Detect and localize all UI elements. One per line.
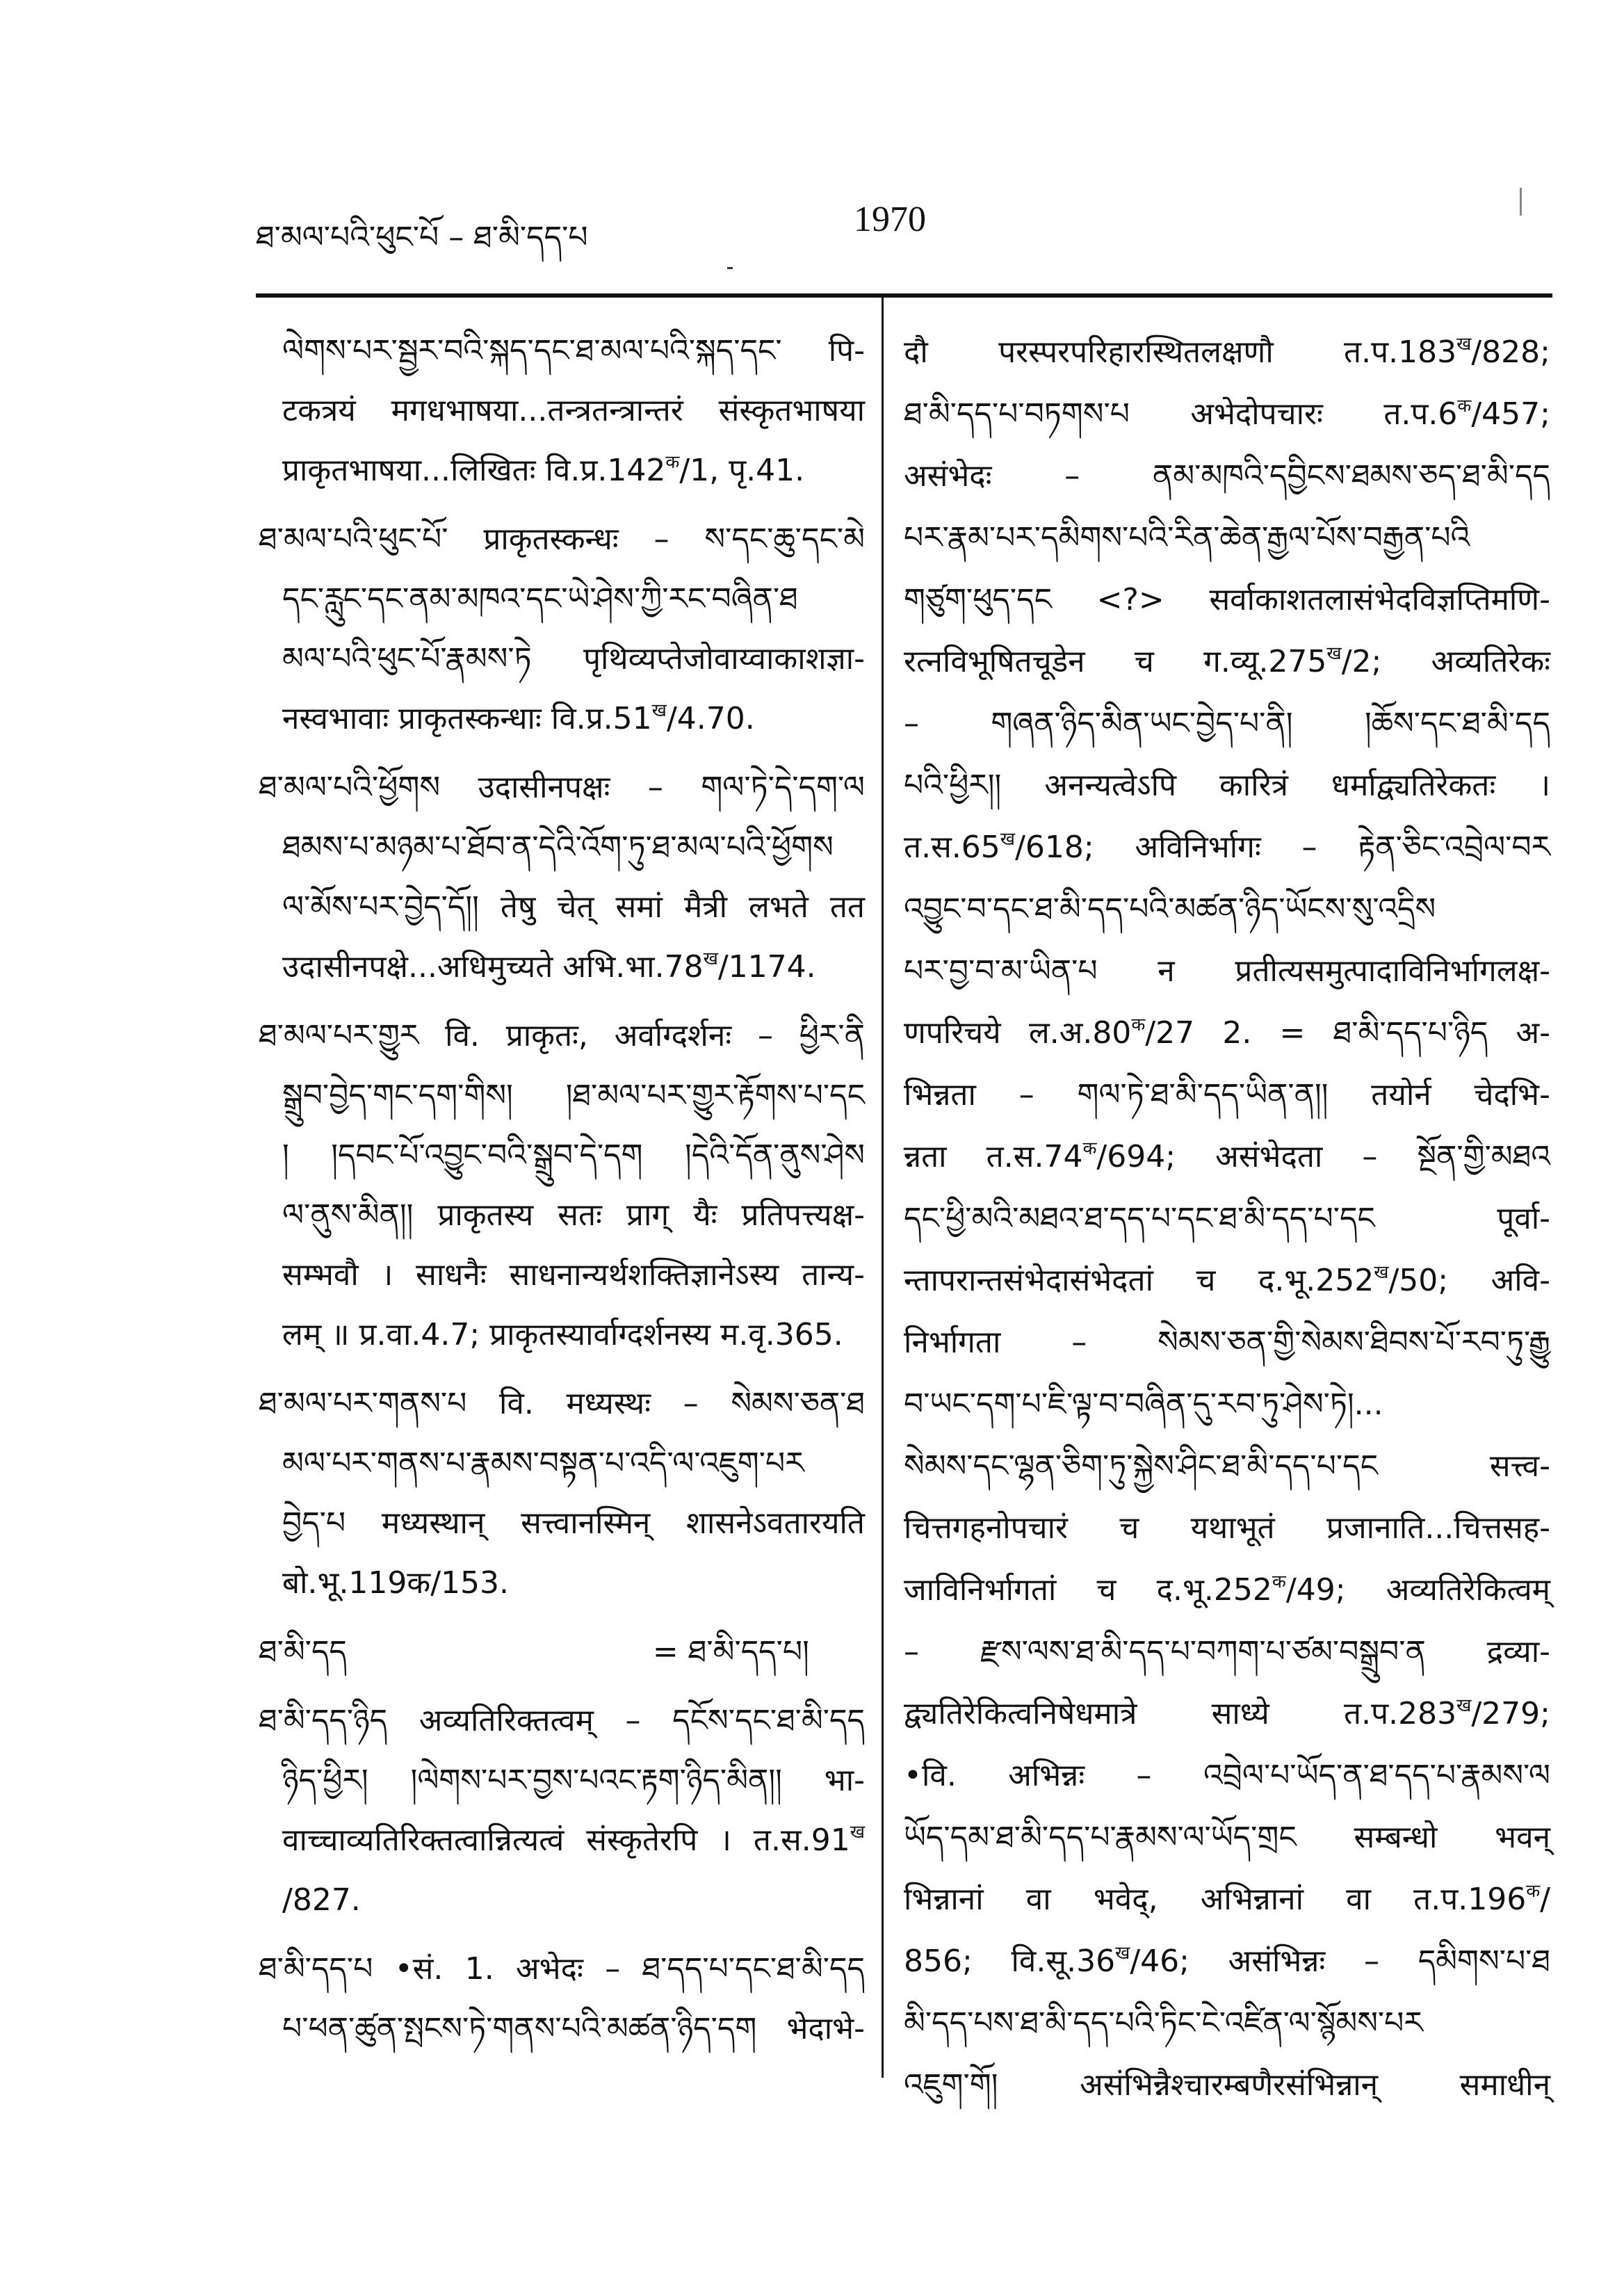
entry-headword-line: ཐ་མལ་པར་གནས་པ वि. मध्यस्थः – སེམས་ཅན་ཐ [259, 1386, 865, 1421]
entry-text-line: སེམས་དང་ལྷན་ཅིག་ཏུ་སྐྱེས་ཤིང་ཐ་མི་དད་པ་དང सत्त्व- [904, 1448, 1550, 1484]
entry-text-line: णपरिचये $ल.अ.80^क/27$ 2. = ཐ་མི་དད་པ་ཉིད अ- [904, 1015, 1550, 1051]
folio-side-superscript: ख [1374, 1262, 1389, 1283]
entry-text-line: པར་བྱ་བ་མ་ཡིན་པ न प्रतीत्यसमुत्पादाविनिर्भागलक्ष- [904, 953, 1550, 989]
cross-reference: = ཐ་མི་དད་པ། [652, 1634, 809, 1670]
entry-text-line: नस्वभावाः प्राकृतस्कन्धाः $वि.प्र.51^ख/4.70$. [282, 700, 755, 736]
entry-text-line: ལེགས་པར་སྦྱར་བའི་སྐད་དང་ཐ་མལ་པའི་སྐད་དང་ पि- [282, 333, 865, 369]
header-rule [256, 293, 1552, 298]
entry-text-line: वाच्चाव्यतिरिक्तत्वान्नित्यत्वं संस्कृतेरपि । $त.स.91^ख$ [282, 1822, 865, 1858]
entry-text-line: सम्भवौ । साधनैः साधनान्यर्थशक्तिज्ञानेऽस्य तान्य- [282, 1257, 865, 1293]
folio-side-superscript: ख [850, 1822, 865, 1843]
scan-speck [727, 267, 733, 269]
folio-side-superscript: ख [1456, 334, 1472, 355]
entry-text-line: दौ परस्परपरिहारस्थितलक्षणौ $त.प.183^ख/828$; [904, 334, 1550, 370]
entry-text-line: जाविनिर्भागतां च $द.भू.252^क/49$; अव्यतिरेकित्वम् [904, 1571, 1550, 1608]
entry-text-line: रत्नविभूषितचूडेन च $ग.व्यू.275^ख/2$; अव्यतिरेकः [904, 643, 1551, 679]
entry-text-line: ཐ་མི་དད་པ་བཏགས་པ अभेदोपचारः $त.प.6^क/457$; [904, 396, 1550, 432]
entry-text-line: निर्भागता – སེམས་ཅན་གྱི་སེམས་ཐིབས་པོ་རབ་ཏུ་རྒྱུ [904, 1325, 1550, 1360]
folio-side-superscript: ख [1000, 829, 1016, 850]
entry-text-line: མི་དད་པས་ཐ་མི་དད་པའི་ཏིང་ངེ་འཛིན་ལ་སྙོམས་པར [904, 2005, 1423, 2041]
folio-side-superscript: क [1457, 396, 1472, 417]
entry-text-line: པར་རྣམ་པར་དམིགས་པའི་རིན་ཆེན་རྒྱལ་པོས་བརྒྱན་པའི [904, 520, 1470, 556]
entry-text-line: དང་རླུང་དང་ནམ་མཁའ་དང་ཡེ་ཤེས་ཀྱི་རང་བཞིན་ཐ [282, 581, 798, 617]
left-column [259, 321, 865, 2059]
entry-text-line: लम् ॥ प्र.वा.4.7; प्राकृतस्यार्वाग्दर्शनस्य म.वृ.365. [282, 1317, 843, 1352]
entry-text-line: འབྱུང་བ་དང་ཐ་མི་དད་པའི་མཚན་ཉིད་ཡོངས་སུ་འདྲིས [904, 891, 1436, 927]
entry-text-line: – གཞན་ཉིད་མིན་ཡང་བྱེད་པ་ནི། །ཆོས་དང་ཐ་མི་དད [904, 706, 1550, 741]
entry-text-line: भिन्नानां वा भवेद्, अभिन्नानां वा $त.प.196^क/$ [904, 1881, 1550, 1917]
folio-side-superscript: क [1526, 1881, 1541, 1902]
right-column [904, 321, 1550, 2116]
entry-headword-line: ཐ་མི་དད་པ •सं. 1. अभेदः – ཐ་དད་པ་དང་ཐ་མི་དད [259, 1951, 865, 1987]
entry-text-line: གཙུག་ཕུད་དང <?> सर्वाकाशतलासंभेदविज्ञप्तिमणि- [904, 582, 1550, 617]
entry-text-line: སྒྲུབ་བྱེད་གང་དག་གིས། །ཐ་མལ་པར་གྱུར་རྟོགས་པ་དང [282, 1078, 865, 1113]
entry-text-line: ཡོད་དམ་ཐ་མི་དད་པ་རྣམས་ལ་ཡོད་གྲང सम्बन्धो भवन् [904, 1820, 1550, 1855]
page-number: 1970 [854, 200, 926, 239]
entry-text-line: དང་ཕྱི་མའི་མཐའ་ཐ་དད་པ་དང་ཐ་མི་དད་པ་དང पूर्वा- [904, 1201, 1550, 1236]
entry-text-line: •वि. अभिन्नः – འབྲེལ་པ་ཡོད་ན་ཐ་དད་པ་རྣམས་ལ [904, 1758, 1550, 1793]
folio-side-superscript: क [1082, 1138, 1097, 1159]
entry-text-line: – རྫས་ལས་ཐ་མི་དད་པ་བཀག་པ་ཙམ་བསྒྲུབ་ན द्रव्या- [904, 1634, 1550, 1670]
entry-text-line: चित्तगहनोपचारं च यथाभूतं प्रजानाति...चित्तसह- [904, 1510, 1550, 1546]
entry-text-line: ལ་ནུས་མིན།། प्राकृतस्य सतः प्राग् यैः प्रतिपत्त्यक्ष- [282, 1197, 865, 1233]
entry-headword-line: ཐ་མལ་པའི་ཕྱོགས उदासीनपक्षः – གལ་ཏེ་དེ་དག་ལ [259, 770, 865, 805]
folio-side-superscript: ख [651, 700, 667, 721]
entry-headword-line: ཐ་མི་དད = ཐ་མི་དད་པ། [259, 1634, 809, 1670]
folio-side-superscript: क [665, 452, 680, 473]
entry-text-line: न्तापरान्तसंभेदासंभेदतां च $द.भू.252^ख/50$; अवि- [904, 1262, 1550, 1298]
entry-text-line: ཉིད་ཕྱིར། །ལེགས་པར་བྱས་པའང་རྟག་ཉིད་མིན།། भा- [282, 1763, 865, 1798]
entry-text-line: མལ་པར་གནས་པ་རྣམས་བསྟན་པ་འདི་ལ་འཇུག་པར [282, 1446, 804, 1481]
folio-side-superscript: ख [703, 948, 718, 969]
entry-text-line: भिन्नता – གལ་ཏེ་ཐ་མི་དད་ཡིན་ན།། तयोर्न चेदभि- [904, 1077, 1550, 1113]
entry-headword-line: ཐ་མལ་པའི་ཕུང་པོ་ प्राकृतस्कन्धः – ས་དང་ཆུ་དང་མེ [259, 522, 865, 557]
entry-text-line: ལ་མོས་པར་བྱེད་དོ།། तेषु चेत् समां मैत्री लभते तत [282, 889, 865, 925]
entry-text-line: द्व्यतिरेकित्वनिषेधमात्रे साध्ये $त.प.283^ख/279$; [904, 1695, 1550, 1731]
entry-text-line: उदासीनपक्षे...अधिमुच्यते $अभि.भा.78^ख/1174$. [282, 948, 816, 985]
entry-text-line: /827. [282, 1882, 361, 1918]
entry-text-line: 856; $वि.सू.36^ख/46$; असंभिन्नः – དམིགས་པ་ཐ [904, 1943, 1550, 1979]
scan-speck [1520, 188, 1522, 216]
entry-text-line: འཇུག་གོ། असंभिन्नैश्चारम्बणैरसंभिन्नान् समाधीन् [904, 2067, 1550, 2103]
entry-text-line: བ་ཡང་དག་པ་ཇི་ལྟ་བ་བཞིན་དུ་རབ་ཏུ་ཤེས་ཏེ།... [904, 1387, 1383, 1422]
entry-text-line: असंभेदः – ནམ་མཁའི་དབྱིངས་ཐམས་ཅད་ཐ་མི་དད [904, 458, 1550, 494]
entry-text-line: ཐམས་པ་མཉམ་པ་ཐོབ་ན་དེའི་འོག་ཏུ་ཐ་མལ་པའི་ཕྱོགས [282, 830, 834, 865]
entry-text-line: बो.भू.119क/153. [282, 1565, 509, 1601]
entry-text-line: न्नता $त.स.74^क/694$; असंभेदता – སྔོན་གྱི་མཐའ [904, 1138, 1550, 1174]
entry-text-line: མལ་པའི་ཕུང་པོ་རྣམས་ཏེ पृथिव्यप्तेजोवाय्वाकाशज्ञा- [282, 641, 865, 677]
entry-text-line: བྱེད་པ मध्यस्थान् सत्त्वानस्मिन् शासनेऽवतारयति [282, 1505, 865, 1541]
running-header-title: ཐ་མལ་པའི་ཕུང་པོ – ཐ་མི་དད་པ [256, 220, 588, 255]
entry-text-line: टकत्रयं मगधभाषया...तन्त्रतन्त्रान्तरं संस्कृतभाषया [282, 393, 865, 428]
folio-side-superscript: क [1131, 1015, 1146, 1035]
entry-text-line: པ་ཕན་ཚུན་སྤངས་ཏེ་གནས་པའི་མཚན་ཉིད་དག भेदाभे- [282, 2011, 865, 2046]
entry-text-line: प्राकृतभाषया...लिखितः $वि.प्र.142^क/1$, पृ.41. [282, 452, 805, 488]
entry-text-line: པའི་ཕྱིར།། अनन्यत्वेऽपि कारित्रं धर्माद्व्यतिरेकतः । [904, 768, 1550, 803]
column-divider [882, 298, 884, 2078]
folio-side-superscript: ख [1115, 1943, 1130, 1964]
folio-side-superscript: ख [1456, 1695, 1472, 1716]
folio-side-superscript: क [1272, 1571, 1286, 1592]
entry-text-line: $त.स.65^ख/618$; अविनिर्भागः – རྟེན་ཅིང་འབྲེལ་བར [904, 829, 1550, 865]
folio-side-superscript: ख [1326, 643, 1342, 664]
entry-headword-line: ཐ་མི་དད་ཉིད अव्यतिरिक्तत्वम् – དངོས་དང་ཐ་མི་དད [259, 1703, 865, 1738]
entry-text-line: ། །དབང་པོ་འབྱུང་བའི་སྒྲུབ་དེ་དག །དེའི་དོན་ནུས་ཤེས [282, 1138, 865, 1173]
entry-headword-line: ཐ་མལ་པར་གྱུར वि. प्राकृतः, अर्वाग्दर्शनः – ཕྱིར་ནི [259, 1018, 865, 1053]
